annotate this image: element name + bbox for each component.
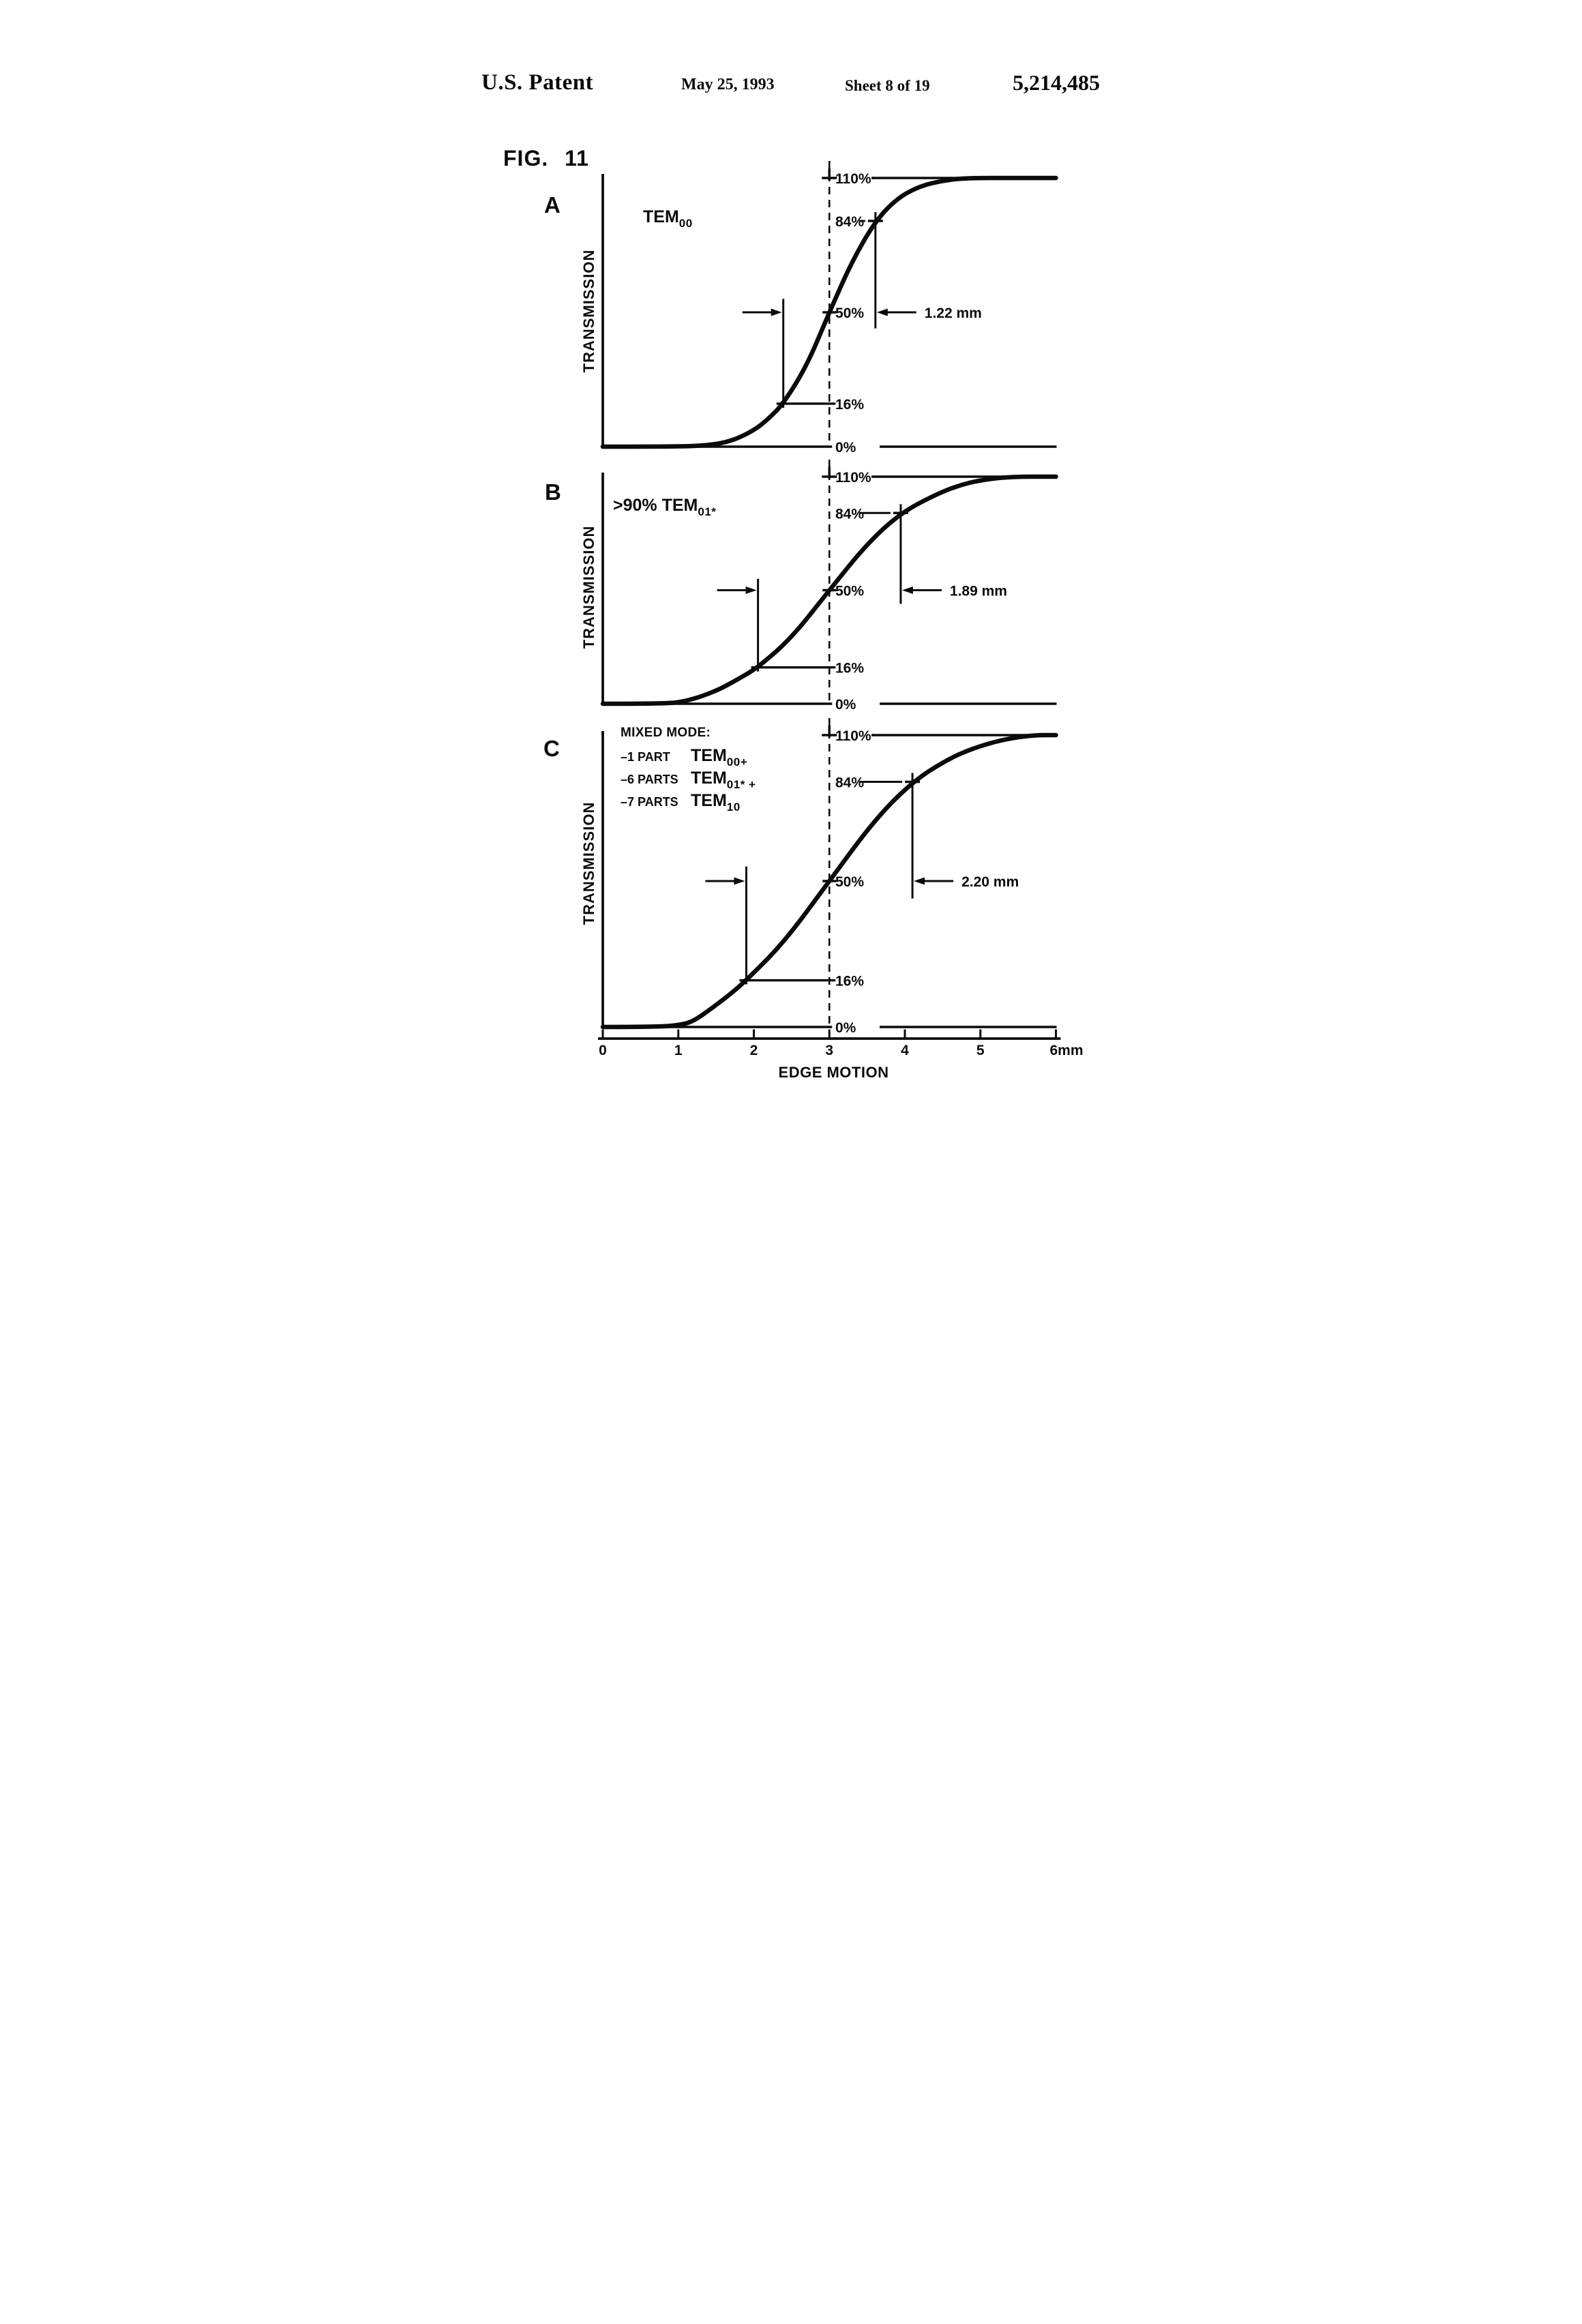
mixed-mode-row xyxy=(621,790,756,812)
panel-c-level-label-16: 16% xyxy=(835,973,865,989)
panel-c-mode-block xyxy=(621,726,756,812)
x-axis-tick-label: 6mm xyxy=(1049,1043,1084,1058)
panel-c-right-arrowhead-icon xyxy=(734,878,745,885)
panel-b-ylabel: TRANSMISSION xyxy=(580,525,597,649)
panel-b-level-label-16: 16% xyxy=(835,660,865,676)
mixed-mode-title: MIXED MODE: xyxy=(621,726,711,740)
component-qty: –7 PARTS xyxy=(621,795,678,809)
panel-c-level-label-84: 84% xyxy=(835,775,865,791)
mode-prefix: >90% xyxy=(613,496,662,515)
panel-b-level-label-84: 84% xyxy=(835,506,865,522)
tem-base: TEM xyxy=(691,791,727,810)
panel-a-level-label-0: 0% xyxy=(835,440,856,456)
panel-a-edge-width-label: 1.22 mm xyxy=(924,306,982,321)
panel-c-level-label-0: 0% xyxy=(835,1020,856,1036)
component-qty: –6 PARTS xyxy=(621,773,678,786)
panel-a-level-label-50: 50% xyxy=(835,306,865,321)
panel-a-level-label-84: 84% xyxy=(835,214,865,230)
tem-base: TEM xyxy=(691,769,727,788)
x-axis-title: EDGE MOTION xyxy=(778,1064,889,1081)
patent-header-date: May 25, 1993 xyxy=(681,76,775,93)
mixed-mode-row xyxy=(621,767,756,790)
patent-sheet xyxy=(395,0,1186,1162)
panel-b-letter: B xyxy=(545,479,561,505)
x-axis-tick-label: 5 xyxy=(976,1043,985,1058)
tem-base: TEM xyxy=(643,207,679,226)
patent-header-title: U.S. Patent xyxy=(481,70,594,95)
x-axis-tick-label: 0 xyxy=(599,1043,607,1058)
tem-subscript: 00 xyxy=(678,217,693,230)
patent-header-number: 5,214,485 xyxy=(1013,70,1100,95)
x-axis-tick-label: 2 xyxy=(749,1043,758,1058)
tem-subscript: 10 xyxy=(726,801,741,814)
x-axis-tick-label: 1 xyxy=(674,1043,683,1058)
panel-b-left-arrowhead-icon xyxy=(902,586,913,594)
panel-b-level-label-0: 0% xyxy=(835,697,856,713)
panel-a-left-arrowhead-icon xyxy=(877,309,888,316)
tem-base: TEM xyxy=(691,746,727,765)
panel-b-level-label-50: 50% xyxy=(835,583,865,599)
panel-c-level-label-110: 110% xyxy=(835,728,871,744)
x-axis-tick-label: 4 xyxy=(901,1043,909,1058)
panel-a-mode-label xyxy=(643,207,693,230)
panel-a-right-arrowhead-icon xyxy=(771,309,782,316)
panel-a-ylabel: TRANSMISSION xyxy=(580,249,597,373)
panel-c-left-arrowhead-icon xyxy=(914,878,925,885)
panel-c-level-label-50: 50% xyxy=(835,874,865,890)
panel-b-edge-width-label: 1.89 mm xyxy=(949,583,1007,599)
component-qty: –1 PART xyxy=(621,750,670,764)
figure-11-chart xyxy=(395,0,1186,1162)
tem-subscript: 01* xyxy=(698,505,717,518)
panel-b-mode-label xyxy=(613,496,716,519)
panel-c-edge-width-label: 2.20 mm xyxy=(961,874,1019,890)
patent-header-sheet: Sheet 8 of 19 xyxy=(845,77,930,94)
panel-c-letter: C xyxy=(543,736,560,761)
panel-b-level-label-110: 110% xyxy=(835,470,871,486)
panel-a-level-label-110: 110% xyxy=(835,171,871,187)
panel-b-right-arrowhead-icon xyxy=(746,586,757,594)
panel-a-letter: A xyxy=(544,192,561,218)
tem-subscript: 00+ xyxy=(726,756,748,769)
tem-base: TEM xyxy=(661,496,698,515)
figure-label: FIG. 11 xyxy=(503,146,589,170)
panel-c-ylabel: TRANSMISSION xyxy=(580,801,597,925)
panel-a-level-label-16: 16% xyxy=(835,396,865,413)
tem-subscript: 01* + xyxy=(726,778,756,791)
mixed-mode-row xyxy=(621,745,756,767)
x-axis-tick-label: 3 xyxy=(825,1043,834,1058)
